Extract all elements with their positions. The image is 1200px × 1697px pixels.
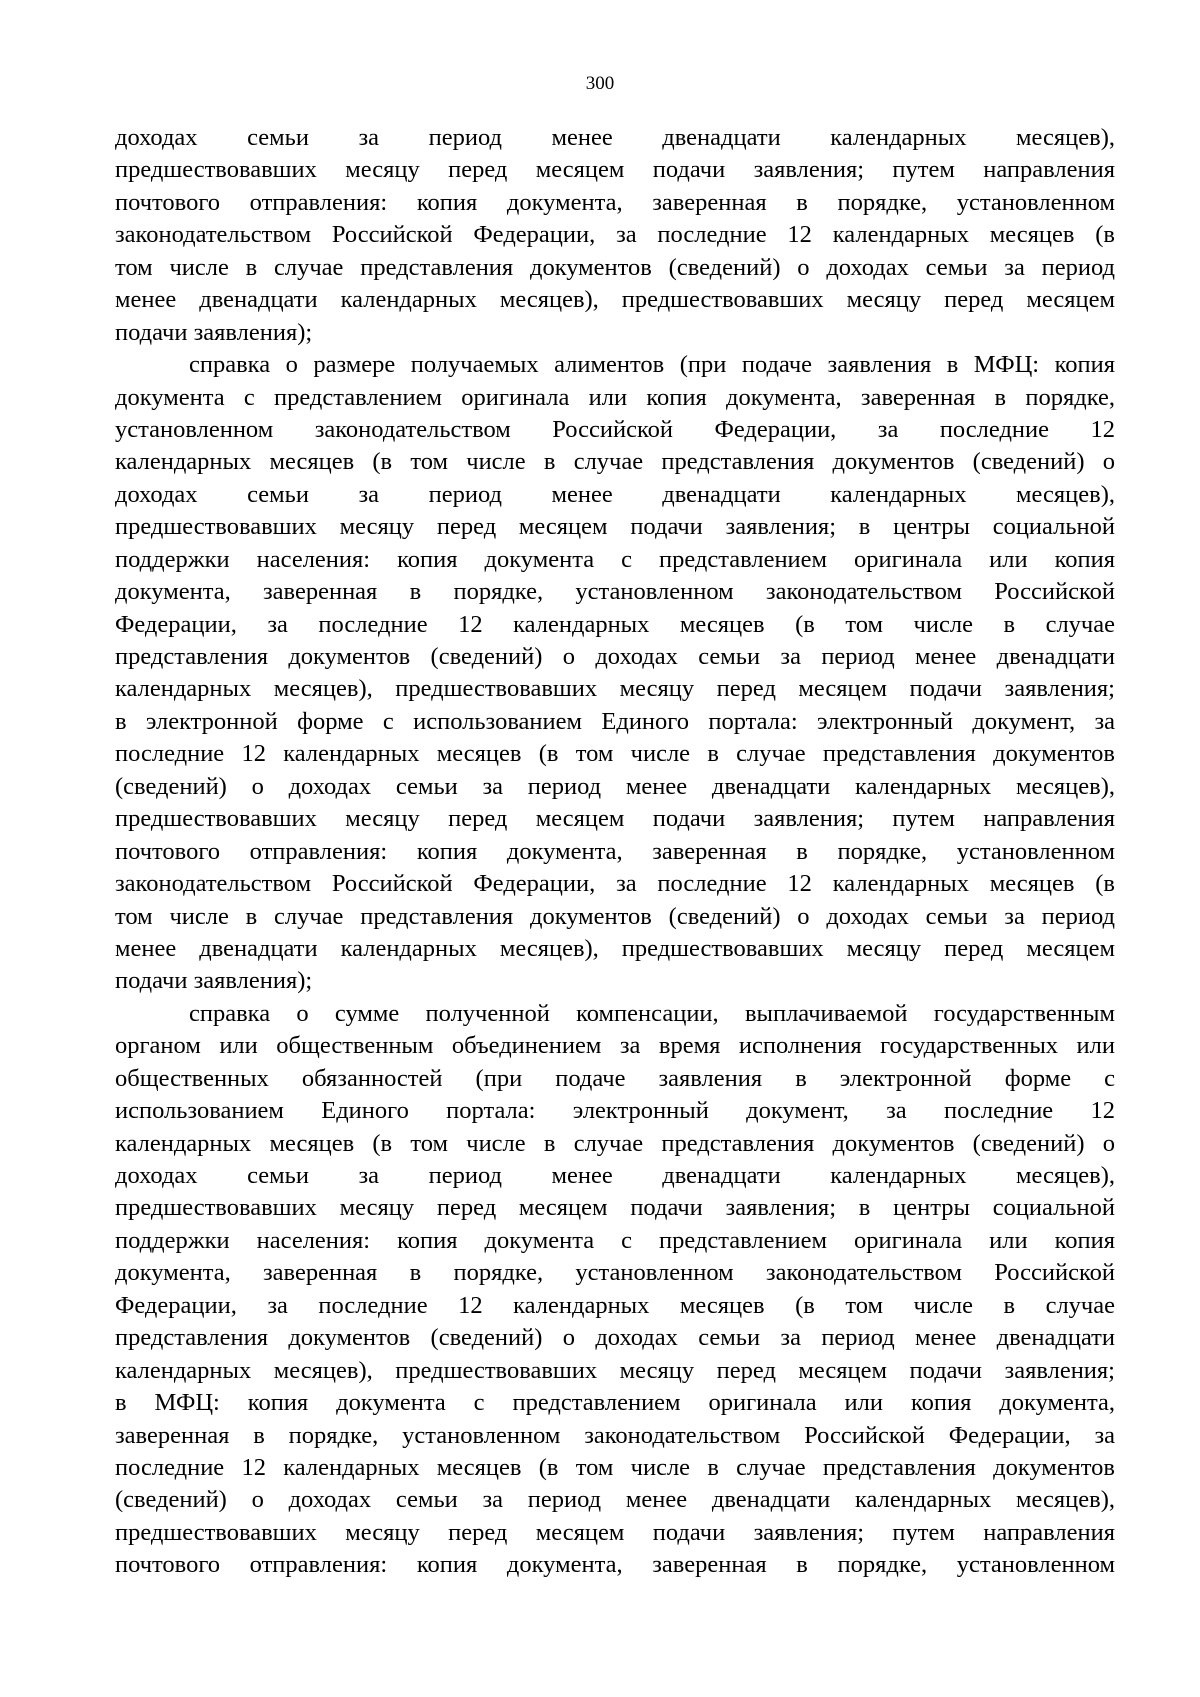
text-line: календарных месяцев (в том числе в случае представления документов (сведений) о: [115, 448, 1115, 476]
text-line: предшествовавших месяцу перед месяцем подачи заявления; в центры социальной: [115, 1194, 1115, 1222]
text-line: законодательством Российской Федерации, за последние 12 календарных месяцев (в: [115, 221, 1115, 249]
text-line: документа, заверенная в порядке, установленном законодательством Российской: [115, 578, 1115, 606]
text-line: в МФЦ: копия документа с представлением оригинала или копия документа,: [115, 1389, 1115, 1417]
text-line: Федерации, за последние 12 календарных месяцев (в том числе в случае: [115, 610, 1115, 638]
text-line: законодательством Российской Федерации, за последние 12 календарных месяцев (в: [115, 870, 1115, 898]
text-line: органом или общественным объединением за время исполнения государственных или: [115, 1032, 1115, 1060]
text-line: предшествовавших месяцу перед месяцем подачи заявления; путем направления: [115, 156, 1115, 184]
text-line: календарных месяцев), предшествовавших месяцу перед месяцем подачи заявления;: [115, 675, 1115, 703]
text-line: доходах семьи за период менее двенадцати календарных месяцев),: [115, 480, 1115, 508]
text-line: установленном законодательством Российской Федерации, за последние 12: [115, 415, 1115, 443]
text-line: почтового отправления: копия документа, заверенная в порядке, установленном: [115, 837, 1115, 865]
paragraph-start-line: справка о размере получаемых алиментов (при подаче заявления в МФЦ: копия: [189, 351, 1115, 379]
text-line: представления документов (сведений) о доходах семьи за период менее двенадцати: [115, 1324, 1115, 1352]
text-line: менее двенадцати календарных месяцев), предшествовавших месяцу перед месяцем: [115, 286, 1115, 314]
text-line: доходах семьи за период менее двенадцати календарных месяцев),: [115, 124, 1115, 151]
text-line: поддержки населения: копия документа с представлением оригинала или копия: [115, 545, 1115, 573]
paragraph-end-line: подачи заявления);: [115, 967, 313, 995]
text-line: использованием Единого портала: электронный документ, за последние 12: [115, 1097, 1115, 1125]
text-line: предшествовавших месяцу перед месяцем подачи заявления; путем направления: [115, 805, 1115, 833]
text-line: представления документов (сведений) о доходах семьи за период менее двенадцати: [115, 643, 1115, 670]
text-line: (сведений) о доходах семьи за период менее двенадцати календарных месяцев),: [115, 1486, 1115, 1514]
text-line: Федерации, за последние 12 календарных месяцев (в том числе в случае: [115, 1291, 1115, 1319]
paragraph-start-line: справка о сумме полученной компенсации, выплачиваемой государственным: [189, 999, 1115, 1027]
text-line: менее двенадцати календарных месяцев), предшествовавших месяцу перед месяцем: [115, 934, 1115, 962]
text-line: последние 12 календарных месяцев (в том числе в случае представления документов: [115, 1453, 1115, 1481]
text-line: заверенная в порядке, установленном законодательством Российской Федерации, за: [115, 1421, 1115, 1449]
text-line: документа с представлением оригинала или копия документа, заверенная в порядке,: [115, 383, 1115, 411]
text-line: почтового отправления: копия документа, заверенная в порядке, установленном: [115, 188, 1115, 216]
text-line: общественных обязанностей (при подаче заявления в электронной форме с: [115, 1064, 1115, 1092]
text-line: предшествовавших месяцу перед месяцем подачи заявления; в центры социальной: [115, 513, 1115, 541]
text-line: том числе в случае представления документов (сведений) о доходах семьи за период: [115, 902, 1115, 930]
text-line: последние 12 календарных месяцев (в том числе в случае представления документов: [115, 740, 1115, 768]
text-line: доходах семьи за период менее двенадцати календарных месяцев),: [115, 1162, 1115, 1189]
text-line: том числе в случае представления документов (сведений) о доходах семьи за период: [115, 253, 1115, 281]
text-line: почтового отправления: копия документа, заверенная в порядке, установленном: [115, 1551, 1115, 1579]
text-line: (сведений) о доходах семьи за период менее двенадцати календарных месяцев),: [115, 772, 1115, 800]
document-body: [115, 122, 1115, 1582]
text-line: поддержки населения: копия документа с представлением оригинала или копия: [115, 1226, 1115, 1254]
text-line: календарных месяцев), предшествовавших месяцу перед месяцем подачи заявления;: [115, 1356, 1115, 1384]
text-line: календарных месяцев (в том числе в случае представления документов (сведений) о: [115, 1129, 1115, 1157]
text-line: предшествовавших месяцу перед месяцем подачи заявления; путем направления: [115, 1518, 1115, 1546]
paragraph-end-line: подачи заявления);: [115, 318, 313, 346]
page-number: 300: [585, 73, 615, 94]
text-line: документа, заверенная в порядке, установленном законодательством Российской: [115, 1259, 1115, 1287]
text-line: в электронной форме с использованием Единого портала: электронный документ, за: [115, 707, 1115, 735]
